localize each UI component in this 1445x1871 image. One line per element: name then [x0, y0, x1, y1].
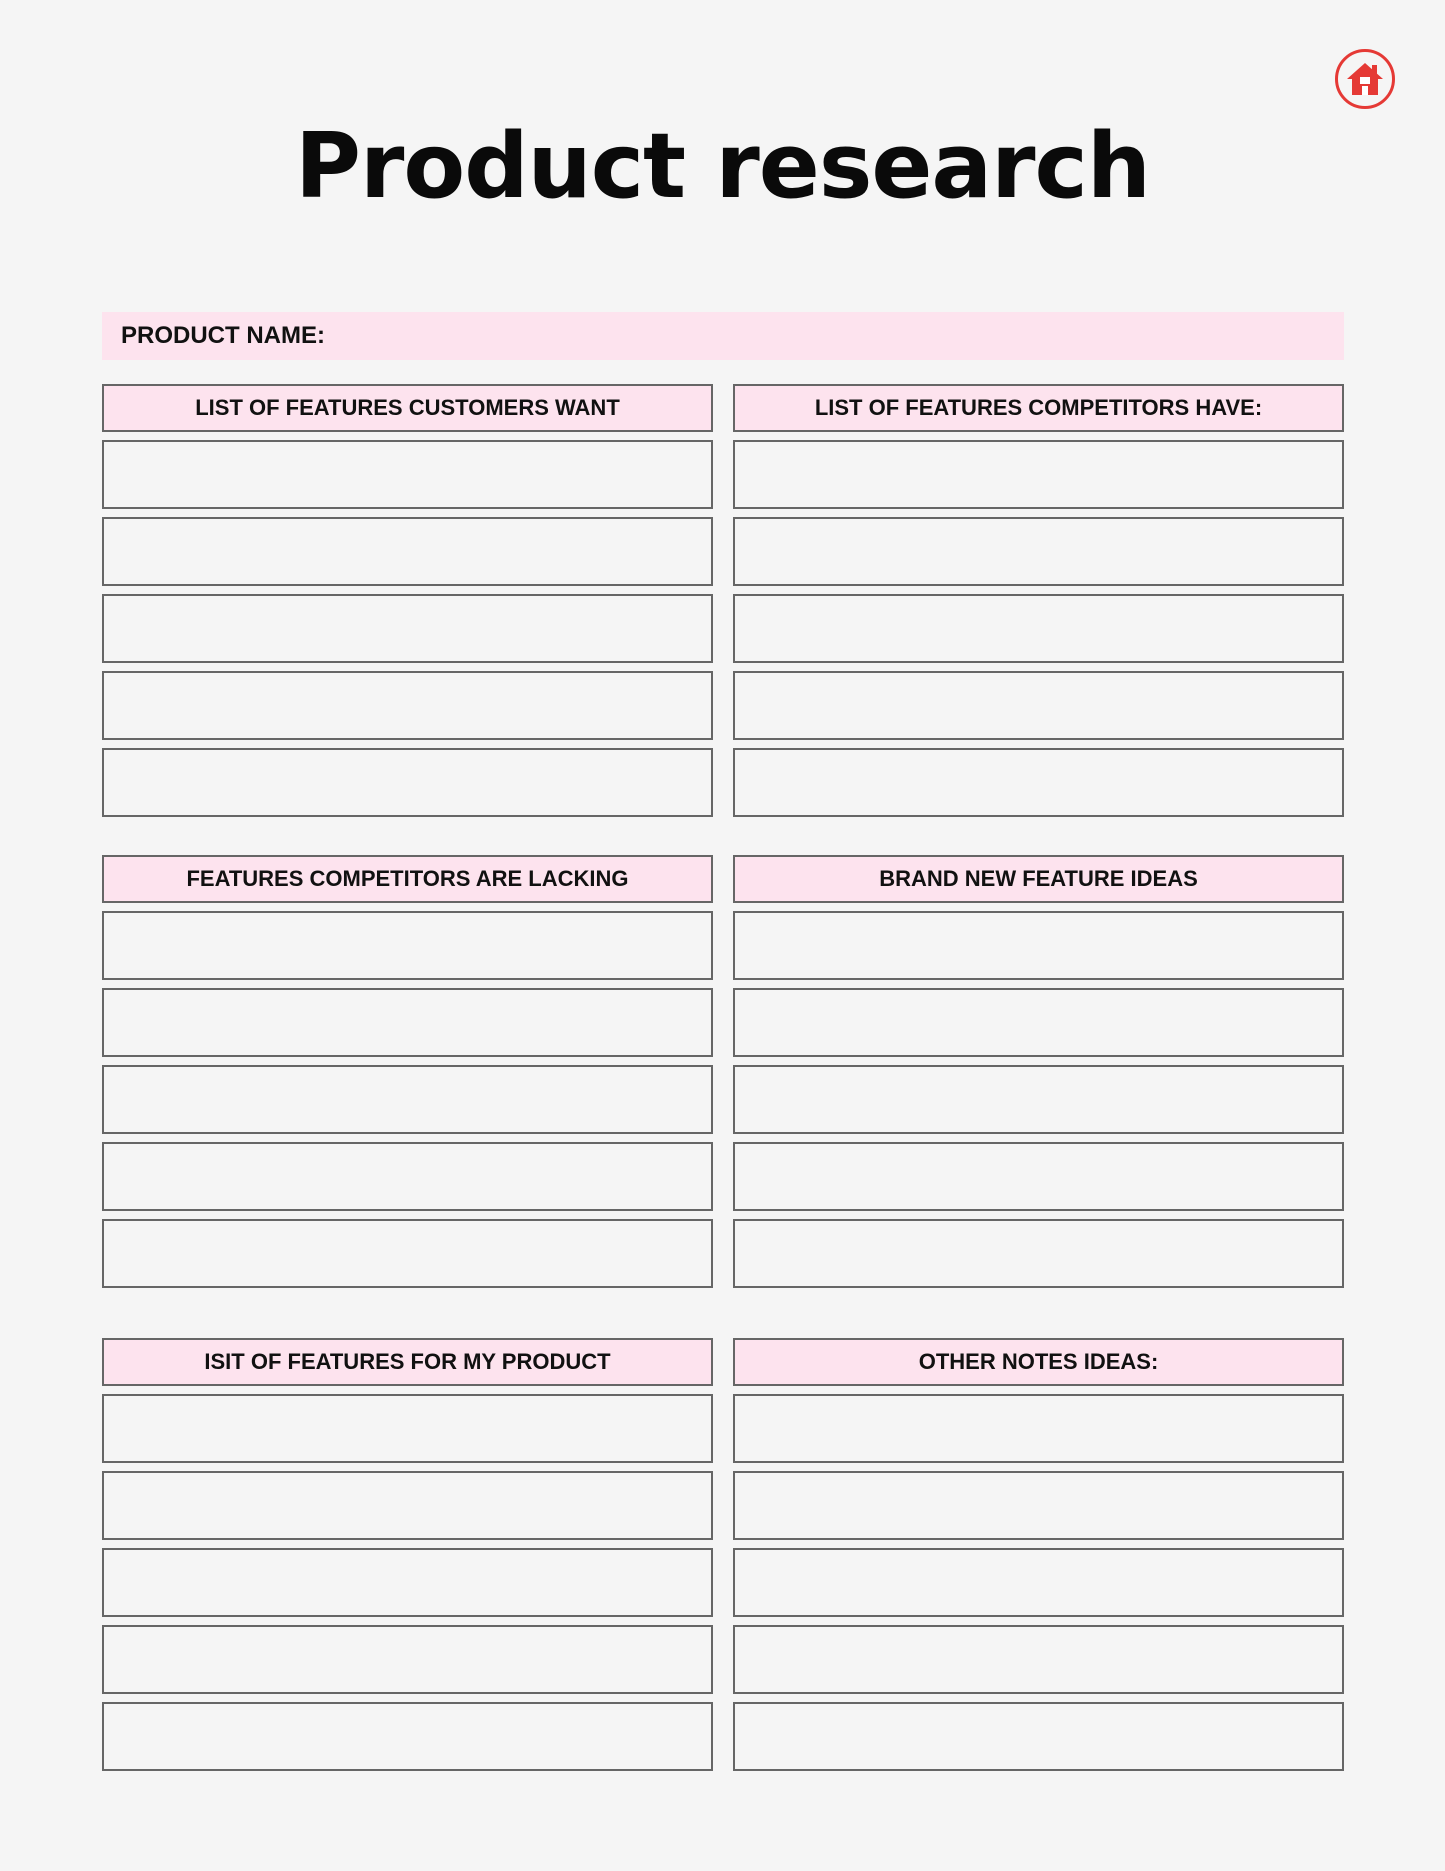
home-button[interactable]	[1335, 49, 1395, 109]
entry-row[interactable]	[733, 671, 1344, 740]
entry-row[interactable]	[102, 1702, 713, 1771]
entry-row[interactable]	[102, 594, 713, 663]
home-icon	[1343, 57, 1387, 101]
entry-row[interactable]	[733, 1702, 1344, 1771]
section-header: OTHER NOTES IDEAS:	[733, 1338, 1344, 1386]
entry-row[interactable]	[733, 1625, 1344, 1694]
section-my-product-features	[102, 1338, 713, 1771]
section-competitors-have	[733, 384, 1344, 817]
product-name-label: PRODUCT NAME:	[121, 322, 325, 349]
entry-row[interactable]	[733, 440, 1344, 509]
entry-row[interactable]	[102, 1142, 713, 1211]
entry-row[interactable]	[102, 1219, 713, 1288]
section-other-notes	[733, 1338, 1344, 1771]
entry-row[interactable]	[102, 1625, 713, 1694]
section-header: FEATURES COMPETITORS ARE LACKING	[102, 855, 713, 903]
entry-row[interactable]	[733, 1471, 1344, 1540]
entry-row[interactable]	[733, 1142, 1344, 1211]
section-competitors-lacking	[102, 855, 713, 1288]
page-title: Product research	[295, 114, 1150, 219]
entry-row[interactable]	[102, 1065, 713, 1134]
product-name-field[interactable]	[102, 312, 1344, 360]
entry-row[interactable]	[102, 748, 713, 817]
entry-row[interactable]	[733, 1219, 1344, 1288]
entry-row[interactable]	[733, 517, 1344, 586]
section-header: ISIT OF FEATURES FOR MY PRODUCT	[102, 1338, 713, 1386]
entry-row[interactable]	[102, 1548, 713, 1617]
entry-row[interactable]	[733, 988, 1344, 1057]
entry-row[interactable]	[733, 1065, 1344, 1134]
entry-row[interactable]	[102, 671, 713, 740]
entry-row[interactable]	[102, 517, 713, 586]
entry-row[interactable]	[733, 911, 1344, 980]
entry-row[interactable]	[733, 1394, 1344, 1463]
entry-row[interactable]	[733, 748, 1344, 817]
entry-row[interactable]	[102, 1394, 713, 1463]
section-header: LIST OF FEATURES CUSTOMERS WANT	[102, 384, 713, 432]
entry-row[interactable]	[733, 594, 1344, 663]
section-header: BRAND NEW FEATURE IDEAS	[733, 855, 1344, 903]
entry-row[interactable]	[102, 1471, 713, 1540]
entry-row[interactable]	[102, 440, 713, 509]
section-customer-wants	[102, 384, 713, 817]
entry-row[interactable]	[102, 988, 713, 1057]
entry-row[interactable]	[733, 1548, 1344, 1617]
section-header: LIST OF FEATURES COMPETITORS HAVE:	[733, 384, 1344, 432]
section-new-feature-ideas	[733, 855, 1344, 1288]
entry-row[interactable]	[102, 911, 713, 980]
